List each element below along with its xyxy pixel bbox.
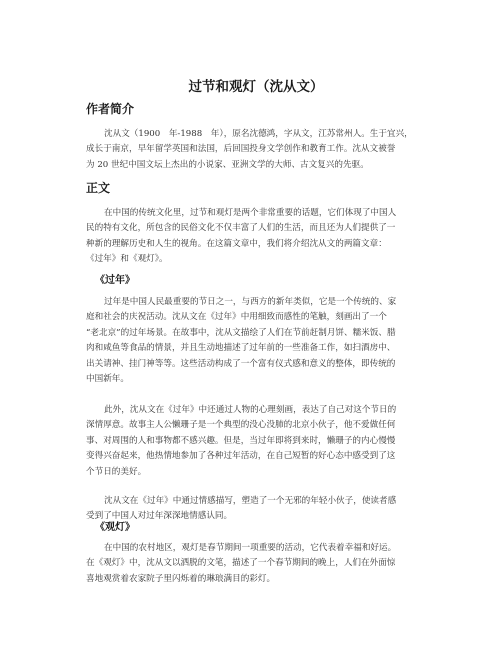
document-title: 过节和观灯（沈从文） xyxy=(188,79,324,95)
text-line: 肉和咸鱼等食品的情景，并且生动地描述了过年前的一些准备工作，如扫酒房中、 xyxy=(86,343,396,354)
paragraph-guonian-1 xyxy=(86,295,426,387)
text-line: 种新的理解历史和人生的视角。在这篇文章中，我们将介绍沈从文的两篇文章： xyxy=(86,238,387,249)
text-line: 喜地观赏着农家院子里闪烁着的琳琅满目的彩灯。 xyxy=(86,573,276,584)
paragraph-guandeng-1 xyxy=(86,541,426,587)
heading-guonian: 《过年》 xyxy=(95,275,135,286)
text-line: 在中国的传统文化里，过节和观灯是两个非常重要的话题，它们体现了中国人 xyxy=(104,208,397,218)
text-line: 此外，沈从文在《过年》中还通过人物的心理刻画，表达了自己对这个节日的 xyxy=(104,405,397,415)
text-line: 在《观灯》中，沈从文以洒脱的文笔，描述了一个春节期间的晚上，人们在外面惊 xyxy=(86,558,396,569)
text-line: 中国新年。 xyxy=(86,374,129,385)
text-line: 深情厚意。故事主人公懒珊子是一个典型的没心没肺的北京小伙子，他不爱做任何 xyxy=(86,420,396,431)
text-line: 在中国的农村地区，观灯是春节期间一项重要的活动，它代表着幸福和好运。 xyxy=(104,543,397,553)
paragraph-guonian-3 xyxy=(86,494,426,525)
text-line: 为 20 世纪中国文坛上杰出的小说家、亚洲文学的大师、古文复兴的先驱。 xyxy=(86,159,369,170)
text-line: 民的特有文化，所包含的民俗文化不仅丰富了人们的生活，而且还为人们提供了一 xyxy=(86,223,396,234)
text-line: 成长于南京，早年留学英国和法国，后回国投身文学创作和教育工作。沈从文被誉 xyxy=(86,144,396,155)
text-line: 沈从文（1900 年-1988 年），原名沈德鸿，字从文，江苏常州人。生于宜兴， xyxy=(104,129,413,139)
text-line: 沈从文在《过年》中通过情感描写，塑造了一个无邪的年轻小伙子，使读者感 xyxy=(104,496,397,506)
heading-author-bio: 作者简介 xyxy=(86,102,135,116)
text-line: 事、对周围的人和事物都不感兴趣。但是，当过年即将到来时，懒珊子的内心慢慢 xyxy=(86,435,396,446)
text-line: 变得兴奋起来，他热情地参加了各种过年活动，在自己短暂的好心态中感受到了这 xyxy=(86,451,396,462)
text-line: 《过年》和《观灯》。 xyxy=(86,254,168,265)
paragraph-guonian-2 xyxy=(86,403,426,480)
text-line: “老北京”的过年场景。在故事中，沈从文描绘了人们在节前赶制月饼、糯米饭、腊 xyxy=(86,327,396,338)
text-line: 过年是中国人民最重要的节日之一，与西方的新年类似，它是一个传统的、家 xyxy=(104,297,397,307)
text-line: 个节日的美好。 xyxy=(86,466,147,477)
text-line: 庭和社会的庆祝活动。沈从文在《过年》中用细致而感性的笔触，刻画出了一个 xyxy=(86,312,387,323)
heading-main-text: 正文 xyxy=(86,181,111,195)
heading-guandeng: 《观灯》 xyxy=(95,522,135,533)
text-line: 受到了中国人对过年深深地情感认同。 xyxy=(86,511,233,522)
text-line: 出关请神、挂门神等等。这些活动构成了一个富有仪式感和意义的整体，即传统的 xyxy=(86,358,396,369)
paragraph-intro xyxy=(86,206,426,268)
paragraph-author-bio xyxy=(86,127,426,173)
